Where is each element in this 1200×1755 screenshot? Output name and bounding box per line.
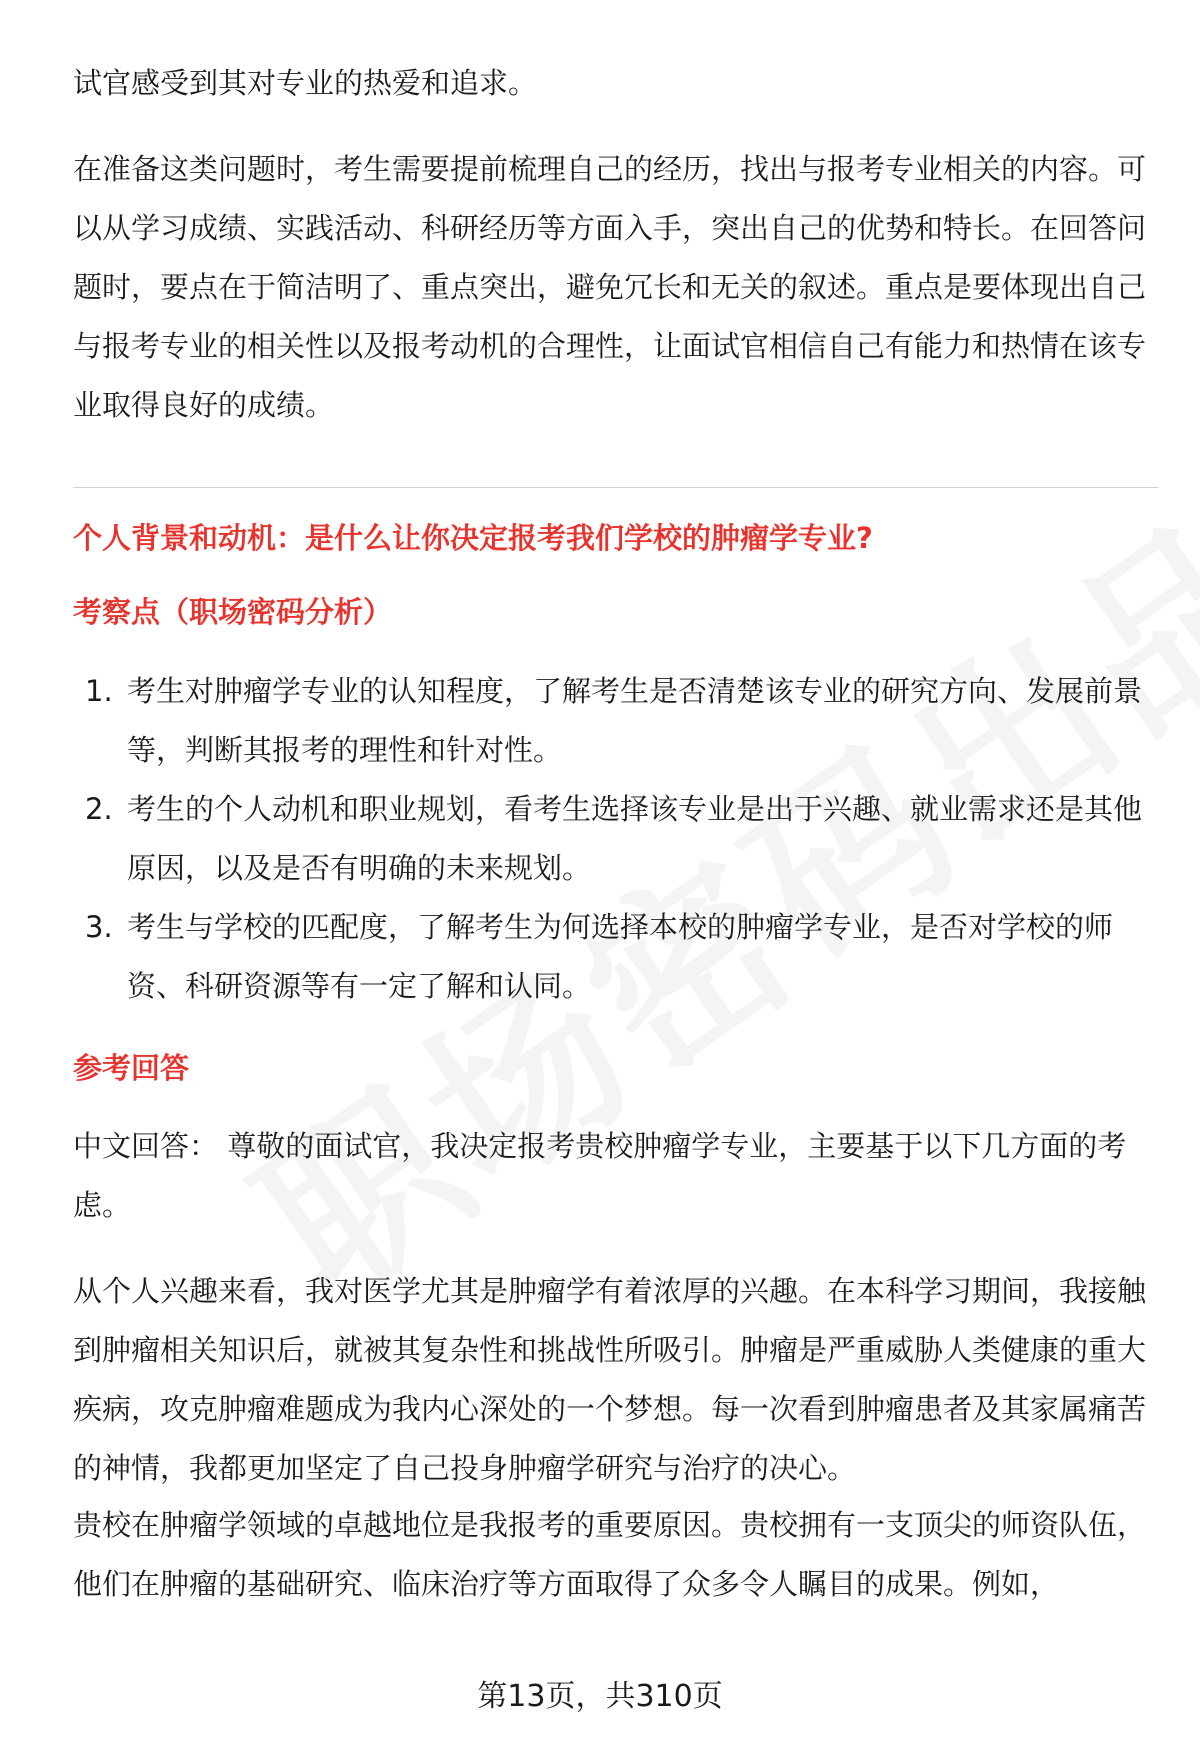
key-points-heading: 考察点（职场密码分析） (73, 595, 393, 629)
answer-heading: 参考回答 (73, 1051, 190, 1085)
list-item (73, 662, 1158, 780)
list-item (73, 898, 1158, 1016)
list-item-text: 考生对肿瘤学专业的认知程度，了解考生是否清楚该专业的研究方向、发展前景等，判断其报考的理性和针对性。 (127, 674, 1143, 767)
key-points-list (73, 662, 1158, 1016)
list-item (73, 780, 1158, 898)
list-item-number: 1. (85, 674, 113, 708)
section-divider (73, 487, 1158, 488)
paragraph-intro-end: 试官感受到其对专业的热爱和追求。 (73, 66, 538, 100)
list-item-number: 3. (85, 910, 113, 944)
paragraph-preparation-advice: 在准备这类问题时，考生需要提前梳理自己的经历，找出与报考专业相关的内容。可以从学习成绩、实践活动、科研经历等方面入手，突出自己的优势和特长。在回答问题时，要点在于简洁明了、重点突出，避免冗长和无关的叙述。重点是要体现出自己与报考专业的相关性以及报考动机的合理性，让面试官相信自己有能力和热情在该专业取得良好的成绩。 (73, 152, 1147, 422)
list-item-number: 2. (85, 792, 113, 826)
list-item-text: 考生与学校的匹配度，了解考生为何选择本校的肿瘤学专业，是否对学校的师资、科研资源等有一定了解和认同。 (127, 910, 1114, 1003)
paragraph-personal-interest: 从个人兴趣来看，我对医学尤其是肿瘤学有着浓厚的兴趣。在本科学习期间，我接触到肿瘤相关知识后，就被其复杂性和挑战性所吸引。肿瘤是严重威胁人类健康的重大疾病，攻克肿瘤难题成为我内心深处的一个梦想。每一次看到肿瘤患者及其家属痛苦的神情，我都更加坚定了自己投身肿瘤学研究与治疗的决心。 (73, 1274, 1147, 1485)
paragraph-school-reputation: 贵校在肿瘤学领域的卓越地位是我报考的重要原因。贵校拥有一支顶尖的师资队伍，他们在肿瘤的基础研究、临床治疗等方面取得了众多令人瞩目的成果。例如， (73, 1508, 1147, 1601)
page-number-footer: 第13页，共310页 (477, 1679, 723, 1714)
paragraph-answer-opening: 中文回答： 尊敬的面试官，我决定报考贵校肿瘤学专业，主要基于以下几方面的考虑。 (73, 1129, 1127, 1222)
question-title: 个人背景和动机：是什么让你决定报考我们学校的肿瘤学专业? (73, 521, 873, 555)
list-item-text: 考生的个人动机和职业规划，看考生选择该专业是出于兴趣、就业需求还是其他原因，以及是否有明确的未来规划。 (127, 792, 1143, 885)
